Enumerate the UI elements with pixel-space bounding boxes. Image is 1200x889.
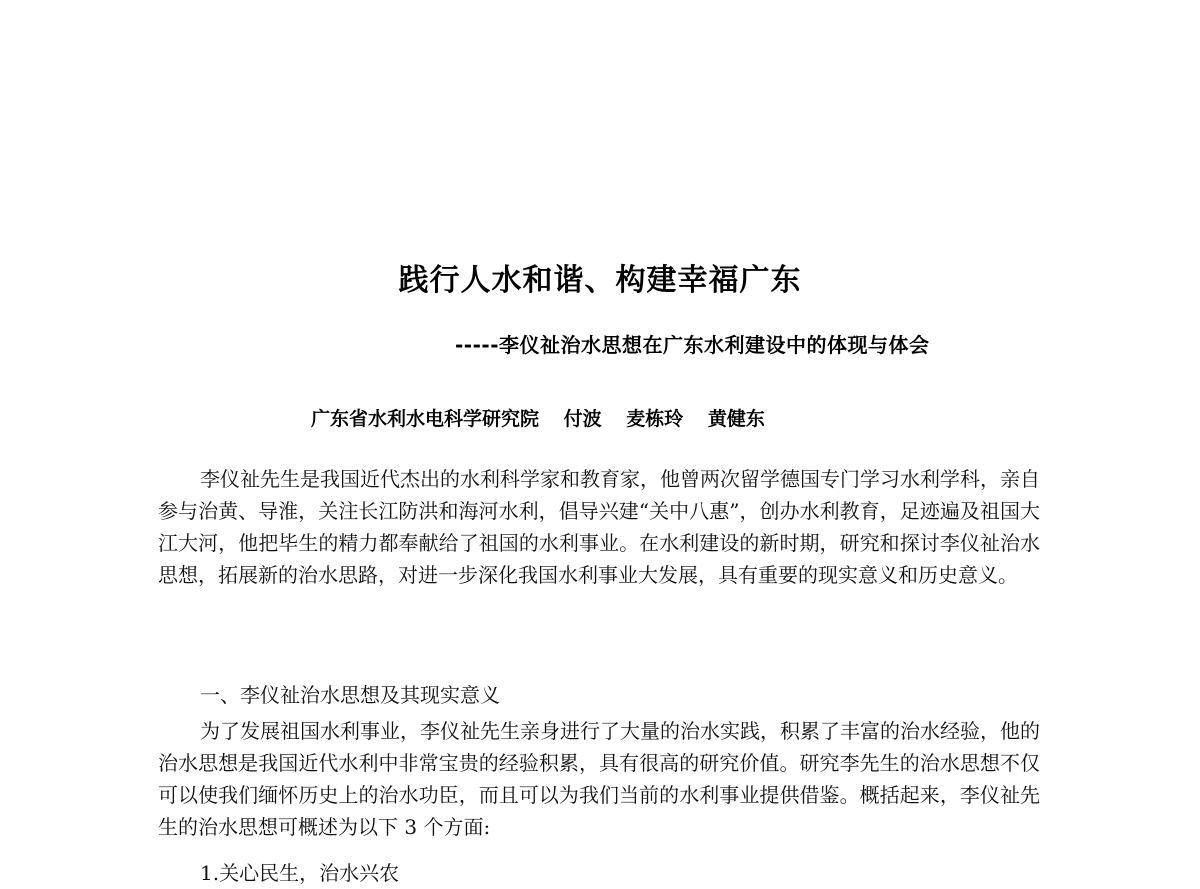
intro-paragraph: 李仪祉先生是我国近代杰出的水利科学家和教育家，他曾两次留学德国专门学习水利学科，亲自参与治黄、导淮，关注长江防洪和海河水利，倡导兴建“关中八惠”，创办水利教育，足迹遍及祖国大江大河，他把毕生的精力都奉献给了祖国的水利事业。在水利建设的新时期，研究和探讨李仪祉治水思想，拓展新的治水思路，对进一步深化我国水利事业大发展，具有重要的现实意义和历史意义。 <box>158 467 1040 587</box>
author-name: 付波 <box>563 408 602 430</box>
paper-title: 践行人水和谐、构建幸福广东 <box>398 263 802 298</box>
author-line <box>311 404 765 431</box>
author-institution: 广东省水利水电科学研究院 <box>311 408 540 430</box>
section-heading: 一、李仪祉治水思想及其现实意义 <box>200 683 500 707</box>
sub-heading: 1.关心民生，治水兴农 <box>200 861 400 885</box>
author-name: 麦栋玲 <box>626 408 684 430</box>
author-name: 黄健东 <box>707 408 765 430</box>
paper-subtitle: -----李仪祉治水思想在广东水利建设中的体现与体会 <box>455 333 930 357</box>
body-paragraph: 为了发展祖国水利事业，李仪祉先生亲身进行了大量的治水实践，积累了丰富的治水经验，他的治水思想是我国近代水利中非常宝贵的经验积累，具有很高的研究价值。研究李先生的治水思想不仅可以使我们缅怀历史上的治水功臣，而且可以为我们当前的水利事业提供借鉴。概括起来，李仪祉先生的治水思想可概述为以下 3 个方面: <box>158 719 1040 839</box>
